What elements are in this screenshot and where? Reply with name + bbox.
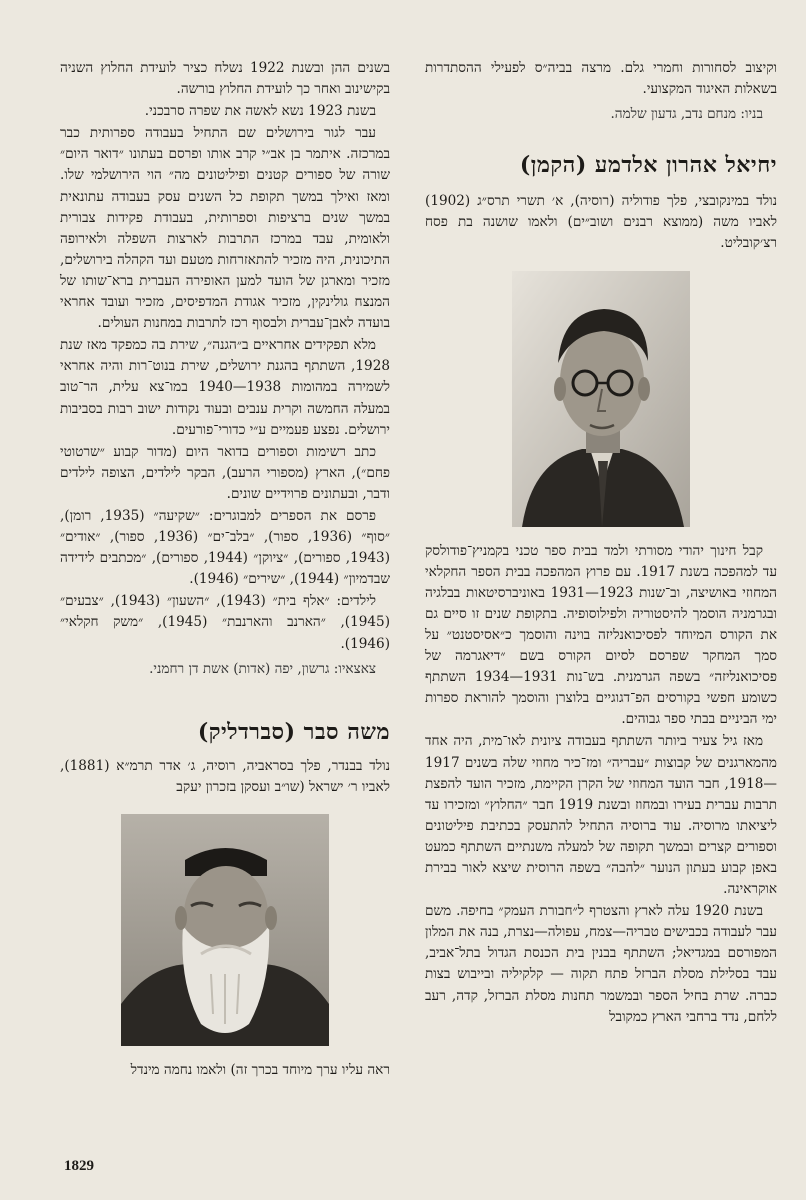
portrait-eldama-image (512, 271, 690, 527)
caption-line: ראה עליו ערך מיוחד בכרך זה) ולאמו נחמה מינדל (130, 1061, 390, 1078)
continued-text: וקיצוב לסחורות וחמרי גלם. מרצה בביה״ס לפעילי ההסתדרות בשאלות האיגוד המקצועי. (425, 60, 777, 98)
right-column (425, 58, 777, 1029)
entry-heading-saber: משה סבר (סברדליק) (197, 718, 390, 745)
page-number: 1829 (64, 1158, 94, 1174)
children-line: בניו: מנחם נדב, גדעון שלמה. (610, 106, 763, 123)
writings-paragraph: כתב רשימות וספורים בדואר היום (מדור קבוע ״שרטוטי פחם״), הארץ (מספורי הרעב), הבקר לילדים, הצופה לילדים ודבר, ובעתונים פרוידיים שונים. (60, 443, 390, 502)
delegate-paragraph: בשנים ההן ובשנת 1922 נשלח כציר לועידת החלוץ השניה בקישינוב ואחר כך לועידת החלוץ בורשה. (60, 60, 390, 98)
jerusalem-paragraph: עבר לגור בירושלים שם התחיל בעבודה ספרותית כבר במרכזה. איתמר בן אב״י קרב אותו ופרסם בעתונו ״דואר היום״ שורה של ספורים קטנים ופיליטונים מה״ הוי הירושלמי שלו. ומאז ואילך במשך תקופת כל השנים עסק בעבודה עתונאית במשך שנים ברציפות וספרותית, בעבודת פקידות צבורית ולאומית, עבד במרכז התרבות לארצות השפלה ולאירופה התיכונית, היה מזכיר להתאזרחות מטעם ועד הקהלה בירושלים, מזכיר ומארגן של הועד למען האופירה העברית ברא־שותו של המנצח גולינקין, מזכיר אגודת המדפיסים, מזכיר ועובד אחראי בועדה לאבן־עברית ולבסוף רכז לתרבות במחנות העולים. (60, 125, 390, 332)
birth-paragraph-saber: נולד בבנדר, פלך בסראביה, רוסיה, ג׳ אדר תרמ״א (1881), לאביו ר׳ ישראל (שו״ב ועסקן בזכרון יעקב (60, 757, 390, 795)
marriage-paragraph: בשנת 1923 נשא לאשה את שפרה סרבכני. (144, 103, 376, 120)
entry-heading-eldama: יחיאל אהרון אלדמע (הקמן) (519, 152, 777, 179)
aliyah-paragraph: בשנת 1920 עלה לארץ והצטרף ל״חבורת העמק״ בחיפה. משם עבר לעבודה בכבישים טבריה—צמח, עפולה—נצרת, בנה את המלון המפורסם במגדיאל; השתתף בבנין בית הכנסת הגדול בתל־אביב, עבד בסלילת מסלת הברזל פתח תקוה — קלקיליה ובייבוש בצות כברה. שרת בחיל הספר ובמשמר תחנות מסלת הברזל, קדה, רעב ללחם, נדד ברחבי הארץ כמקובל (425, 903, 777, 1025)
portrait-saber-image (121, 814, 329, 1046)
zionist-activity-paragraph: מאז גיל צעיר ביותר השתתף בעבודה ציונית לאו־מית, היה אחד מהמארגנים של קבוצות ״עבריה״ ומז־כיר מחוזי שלה בשנים 1917—1918, חבר הועד המחוזי של הקרן הקיימת, מזכיר הועד להפצת תרבות עברית בעירו ובמחוז ובשנת 1919 חבר ״החלוץ״ ומזכירו עד ליציאתו מרוסיה. עוד ברוסיה התחיל להתעסק בכתיבת פיליטונים וספורים קצרים ובמשך תקופה של למעלה משנתיים השתתף כמעט באפן קבוע בעתון הנוער ״להבה״ בשפה הרוסית שיצא לאור בבירת אוקראינה. (425, 733, 777, 898)
haganah-paragraph: מלא תפקידים אחראיים ב״הגנה״, שירת בה כמפקד מאז שנת 1928, השתתף בהגנת ירושלים, שירת בנוט־רות והיה אחראי לשמירה במהומות 1938—1940 במו־צא עלית, הר־טוב במעלה החמשה וקרית ענבים ובעוד נקודות ישוב רבות בסביבות ירושלים. נפצע פעמיים ע״י כדורי־פורעים. (60, 337, 391, 438)
portrait-eldama (425, 271, 777, 527)
birth-paragraph-eldama: נולד במינקובצי, פלך פודוליה (רוסיה), א׳ תשרי תרס״ג (1902) לאביו משה (ממוצא רבנים ושוב״ים) ולאמו שושנה בת פסח רצ׳קובליט. (425, 193, 777, 252)
descendants-line: צאצאיו: גרשון, יפה (אדות) אשת דן רחמני. (149, 660, 376, 677)
left-column (60, 58, 390, 1082)
portrait-saber (60, 814, 390, 1046)
education-paragraph: קבל חינוך יהודי מסורתי ולמד בבית ספר טכני בקמניץ־פודולסק עד למהפכה בשנת 1917. עם פרוץ המהפכה בבית הספר החקלאי המחוזי באושיצה, וב־שנות 1923—1931 באוניברסיטאות בבלגיה ובגרמניה הוסמך להיסטוריה ולפילוסופיה. בתקופת שנים זו סיים גם את הקורס המיוחד לפסיכואנליזה בוינה והוסמך כ״אסיסטנט״ על סמך המחקר שפרסם לסיום הקורס בשם ״דיאגרמה של פסיכואנליזה״ בשפה הגרמנית. בש־נות 1931—1934 השתתף כשומע חפשי בקורסים הפ־דגוגיים בלוצרן והוסמך להוראת ספרות ימי הביניים בבתי ספר גבוהים. (425, 542, 778, 728)
adult-books-paragraph: פרסם את הספרים למבוגרים: ״שקיעה״ (1935, רומן), ״סוף״ (1936, ספור), ״בלב־ים״ (1936, ספור), ״אודים״ (1943, ספורים), ״ציוקן״ (1944, ספורים), ״מכתבים לידידה שבדמיון״ (1944), ״שירים״ (1946). (60, 507, 390, 588)
children-books-paragraph: לילדים: ״אלף בית״ (1943), ״השעון״ (1943), ״צבעים״ (1945), ״הארנב והארנבת״ (1945), ״משק חקלאי״ (1946). (60, 593, 390, 652)
